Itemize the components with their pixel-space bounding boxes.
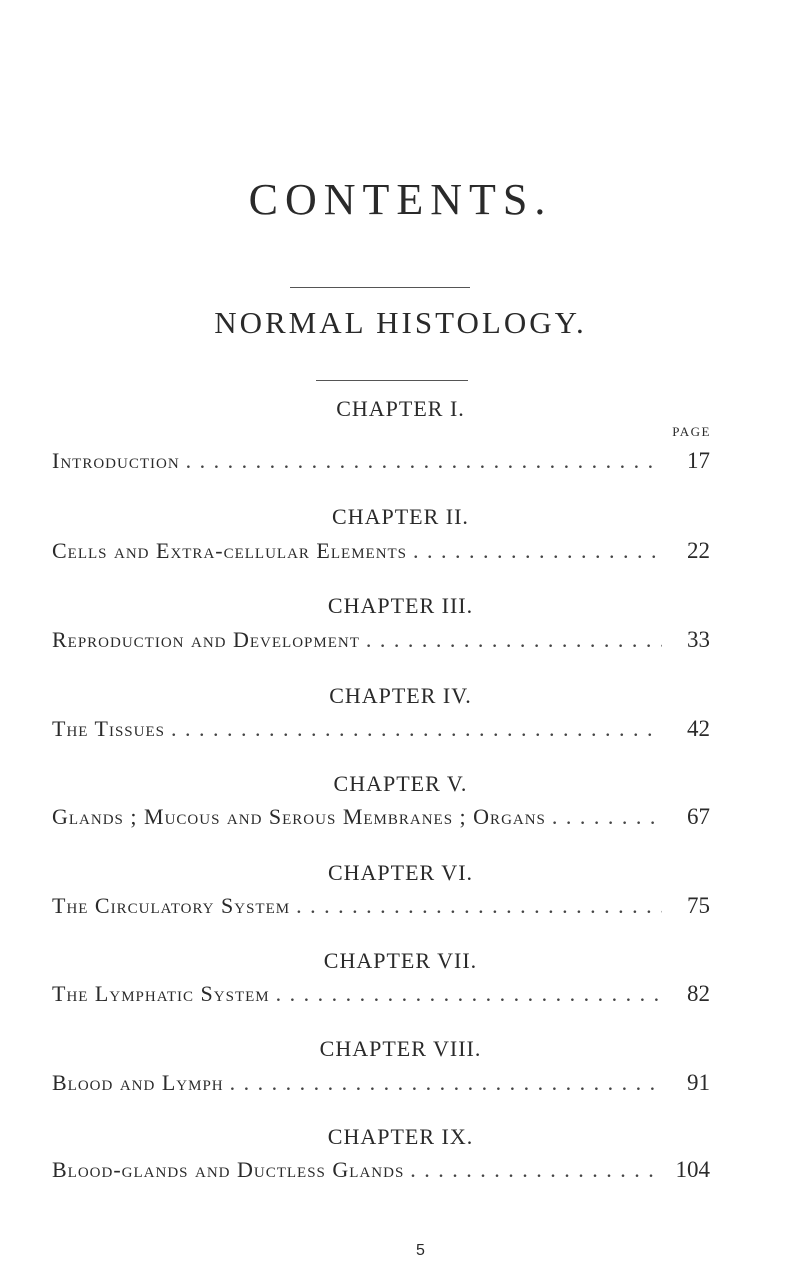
- toc-entry[interactable]: [52, 805, 710, 828]
- dot-leader: [276, 983, 662, 1005]
- dot-leader: [366, 629, 662, 651]
- page-title: CONTENTS.: [248, 175, 553, 224]
- dot-leader: [171, 718, 662, 740]
- toc-entry-page: 104: [675, 1157, 710, 1182]
- toc-entry[interactable]: [52, 628, 710, 651]
- toc-entry[interactable]: [52, 1158, 710, 1181]
- toc-entry-title: Glands ; Mucous and Serous Membranes ; Organs: [52, 804, 546, 829]
- toc-entry-page: 17: [687, 448, 710, 473]
- dot-leader: [296, 895, 662, 917]
- dot-leader: [410, 1159, 662, 1181]
- toc-entry-page: 22: [687, 538, 710, 563]
- dot-leader: [186, 450, 662, 472]
- toc-entry-title: The Tissues: [52, 716, 165, 741]
- toc-entry-title: Cells and Extra-cellular Elements: [52, 538, 408, 563]
- section-subtitle: NORMAL HISTOLOGY.: [214, 305, 587, 340]
- toc-entry-page: 75: [687, 893, 710, 918]
- toc-entry[interactable]: [52, 539, 710, 562]
- dot-leader: [413, 540, 662, 562]
- chapter-heading: CHAPTER I.: [336, 396, 465, 421]
- toc-entry-page: 42: [687, 716, 710, 741]
- chapter-heading: CHAPTER IX.: [327, 1124, 474, 1149]
- title-divider: [290, 287, 470, 288]
- toc-entry-page: 82: [687, 981, 710, 1006]
- toc-entry-page: 91: [687, 1070, 710, 1095]
- subtitle-divider: [316, 380, 468, 381]
- chapter-heading: CHAPTER VI.: [327, 860, 474, 885]
- toc-entry[interactable]: [52, 717, 710, 740]
- chapter-heading: CHAPTER IV.: [329, 683, 472, 708]
- toc-entry-title: Introduction: [52, 448, 180, 473]
- toc-entry-title: The Circulatory System: [52, 893, 291, 918]
- chapter-heading: CHAPTER III.: [327, 593, 474, 618]
- chapter-heading: CHAPTER VII.: [323, 948, 478, 973]
- dot-leader: [230, 1072, 662, 1094]
- toc-entry[interactable]: [52, 982, 710, 1005]
- page-column-label: PAGE: [672, 424, 711, 439]
- toc-entry[interactable]: [52, 894, 710, 917]
- toc-entry[interactable]: [52, 1071, 710, 1094]
- toc-entry-title: The Lymphatic System: [52, 981, 270, 1006]
- toc-entry-title: Reproduction and Development: [52, 627, 360, 652]
- dot-leader: [552, 806, 662, 828]
- chapter-heading: CHAPTER II.: [332, 504, 469, 529]
- chapter-heading: CHAPTER VIII.: [319, 1036, 482, 1061]
- toc-entry[interactable]: [52, 449, 710, 472]
- toc-entry-page: 33: [687, 627, 710, 652]
- toc-entry-title: Blood-glands and Ductless Glands: [52, 1157, 405, 1182]
- page-number: 5: [416, 1242, 425, 1259]
- chapter-heading: CHAPTER V.: [333, 771, 468, 796]
- toc-entry-title: Blood and Lymph: [52, 1070, 224, 1095]
- toc-entry-page: 67: [687, 804, 710, 829]
